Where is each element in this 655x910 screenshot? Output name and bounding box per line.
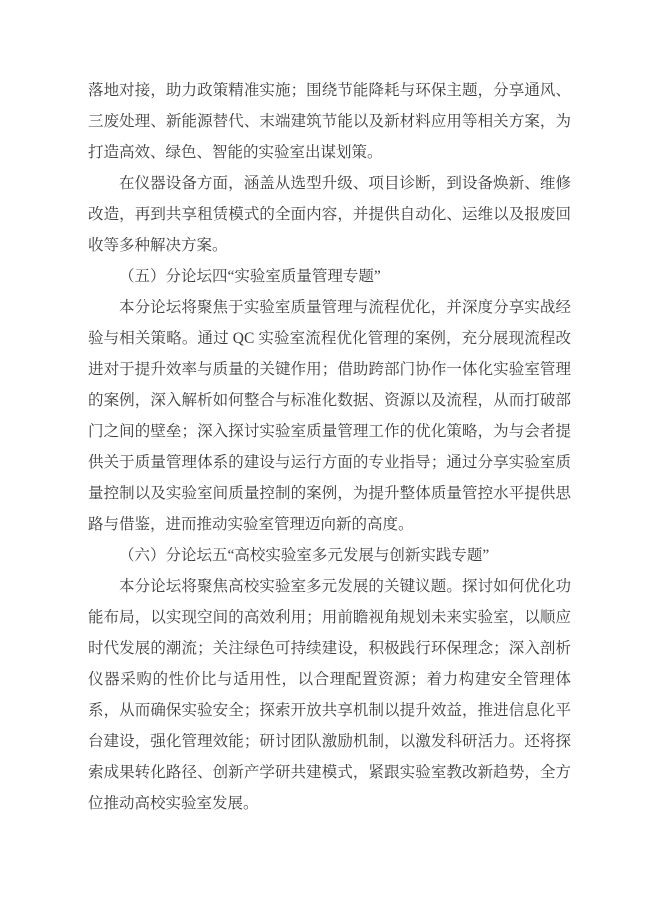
document-text-block [88,75,571,819]
heading-forum-five: （六）分论坛五“高校实验室多元发展与创新实践专题” [119,547,490,564]
heading-forum-four: （五）分论坛四“实验室质量管理专题” [119,268,381,285]
paragraph-continuation: 落地对接，助力政策精准实施；围绕节能降耗与环保主题，分享通风、三废处理、新能源替代、末端建筑节能以及新材料应用等相关方案，为打造高效、绿色、智能的实验室出谋划策。 [88,82,571,161]
paragraph-instrument-equipment: 在仪器设备方面，涵盖从选型升级、项目诊断，到设备焕新、维修改造，再到共享租赁模式的全面内容，并提供自动化、运维以及报废回收等多种解决方案。 [88,175,571,254]
paragraph-forum-four-quality-management: 本分论坛将聚焦于实验室质量管理与流程优化，并深度分享实战经验与相关策略。通过 QC 实验室流程优化管理的案例，充分展现流程改进对于提升效率与质量的关键作用；借助跨部门协作一体化实验室管理的案例，深入解析如何整合与标准化数据、资源以及流程，从而打破部门之间的壁垒；深入探讨实验室质量管理工作的优化策略，为与会者提供关于质量管理体系的建设与运行方面的专业指导；通过分享实验室质量控制以及实验室间质量控制的案例，为提升整体质量管控水平提供思路与借鉴，进而推动实验室管理迈向新的高度。 [88,299,571,533]
paragraph-forum-five-university-lab: 本分论坛将聚焦高校实验室多元发展的关键议题。探讨如何优化功能布局，以实现空间的高效利用；用前瞻视角规划未来实验室，以顺应时代发展的潮流；关注绿色可持续建设，积极践行环保理念；深入剖析仪器采购的性价比与适用性，以合理配置资源；着力构建安全管理体系，从而确保实验安全；探索开放共享机制以提升效益，推进信息化平台建设，强化管理效能；研讨团队激励机制，以激发科研活力。还将探索成果转化路径、创新产学研共建模式，紧跟实验室教改新趋势，全方位推动高校实验室发展。 [88,578,571,812]
